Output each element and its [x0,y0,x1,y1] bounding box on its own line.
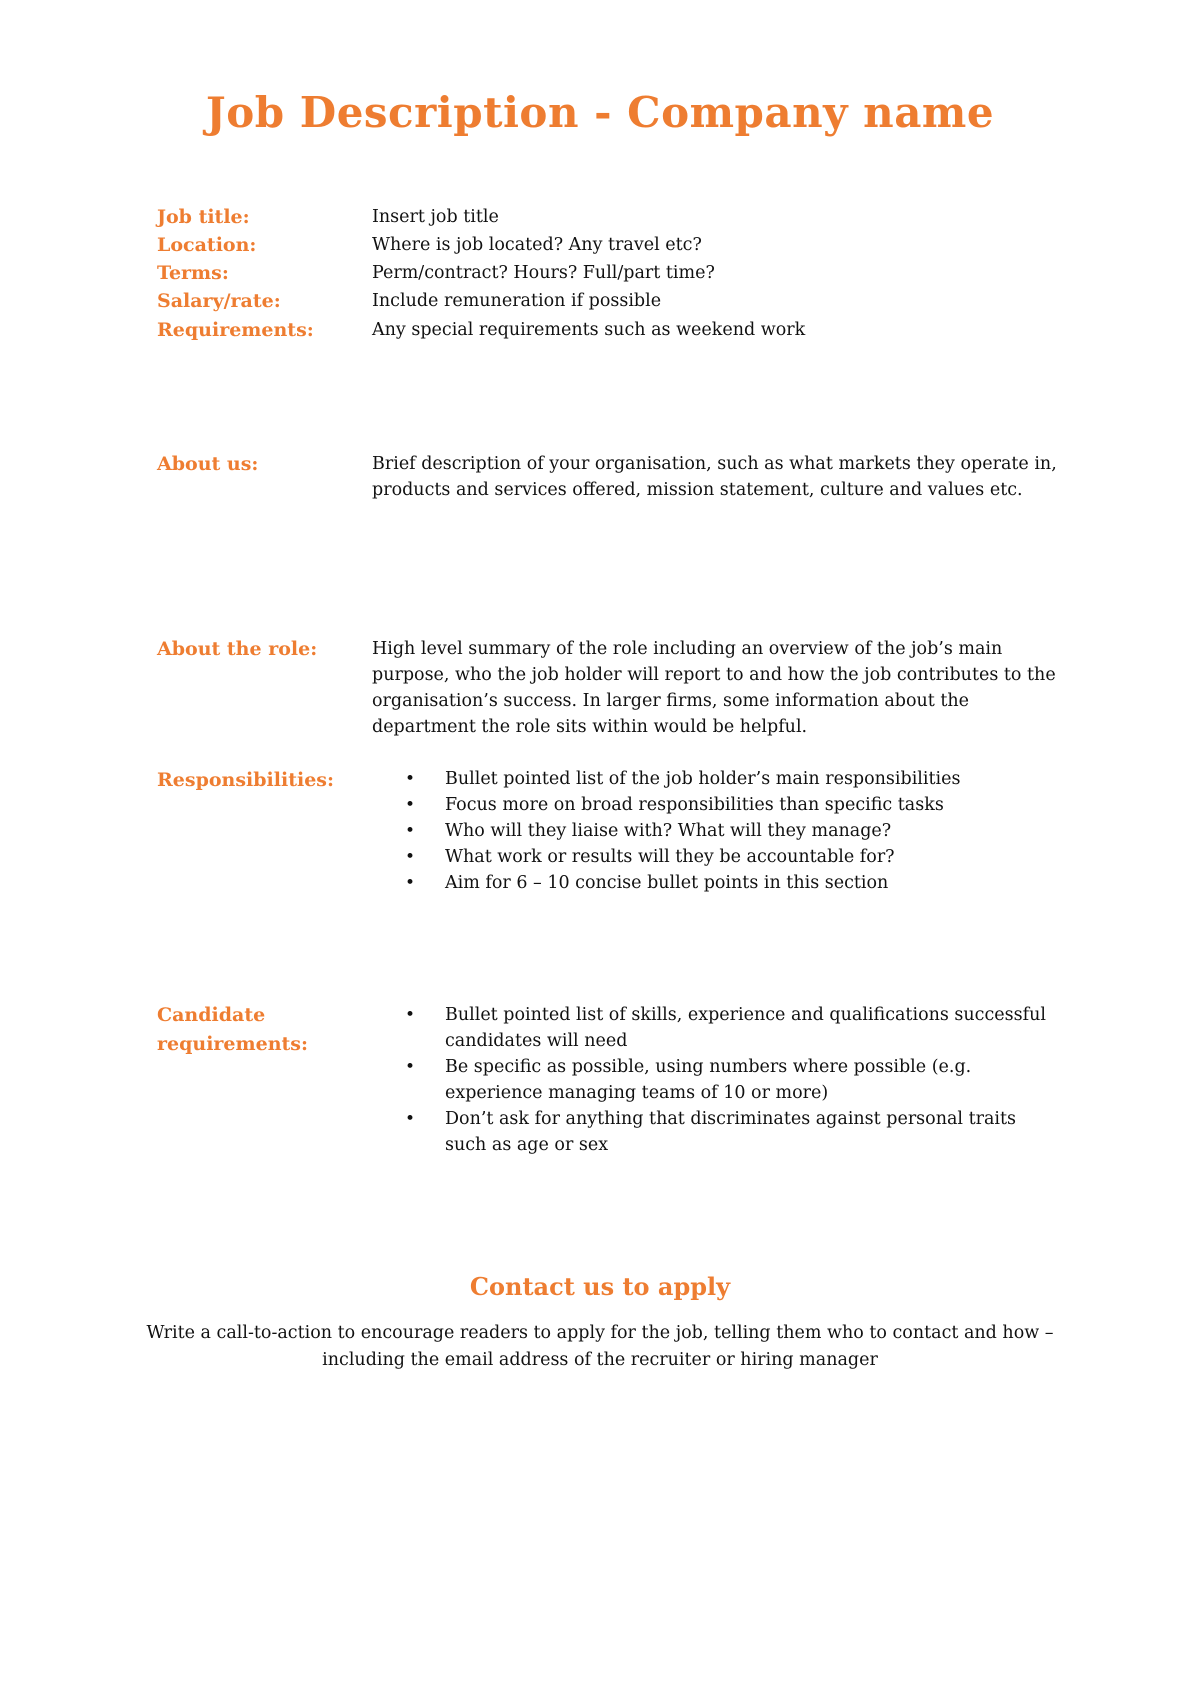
list-item: • Who will they liaise with? What will they manage? [372,818,1062,844]
about-role-label: About the role: [157,638,318,660]
terms-label: Terms: [157,262,229,284]
job-title-label: Job title: [157,206,250,228]
bullet-icon: • [405,1109,416,1129]
bullet-icon: • [405,795,416,815]
list-item: • Bullet pointed list of skills, experience and qualifications successful candidates will need [372,1002,1062,1054]
bullet-icon: • [405,821,416,841]
requirements-label: Requirements: [157,319,314,341]
bullet-icon: • [405,769,416,789]
bullet-icon: • [405,1005,416,1025]
list-item: • Focus more on broad responsibilities than specific tasks [372,792,1062,818]
about-us-label: About us: [157,453,259,475]
requirements-value: Any special requirements such as weekend work [372,320,806,340]
salary-label: Salary/rate: [157,290,281,312]
bullet-icon: • [405,873,416,893]
list-item: • What work or results will they be accountable for? [372,844,1062,870]
contact-text: Write a call-to-action to encourage readers to apply for the job, telling them who to contact and how – including the email address of the recruiter or hiring manager [146,1323,1054,1370]
job-title-value: Insert job title [372,207,499,227]
responsibilities-list [372,766,1062,896]
candidate-label-line2: requirements: [157,1033,309,1055]
list-item: • Bullet pointed list of the job holder’s main responsibilities [372,766,1062,792]
terms-value: Perm/contract? Hours? Full/part time? [372,263,715,283]
candidate-requirements-label [157,1001,357,1059]
location-label: Location: [157,234,257,256]
contact-heading: Contact us to apply [469,1272,731,1301]
candidate-requirements-list [372,1002,1062,1158]
about-role-text: High level summary of the role including an overview of the job’s main purpose, who the job holder will report to and how the job contributes to the organisation’s success. In larger firms, some information about the department the role sits within would be helpful. [372,639,1056,737]
bullet-icon: • [405,1057,416,1077]
location-value: Where is job located? Any travel etc? [372,235,702,255]
bullet-icon: • [405,847,416,867]
list-item: • Be specific as possible, using numbers where possible (e.g. experience managing teams of 10 or more) [372,1054,1062,1106]
salary-value: Include remuneration if possible [372,291,662,311]
candidate-label-line1: Candidate [157,1004,266,1026]
list-item: • Don’t ask for anything that discriminates against personal traits such as age or sex [372,1106,1062,1158]
list-item: • Aim for 6 – 10 concise bullet points in this section [372,870,1062,896]
about-us-text: Brief description of your organisation, such as what markets they operate in, products and services offered, mission statement, culture and values etc. [372,454,1057,500]
responsibilities-label: Responsibilities: [157,769,334,791]
document-title: Job Description - Company name [205,88,995,137]
